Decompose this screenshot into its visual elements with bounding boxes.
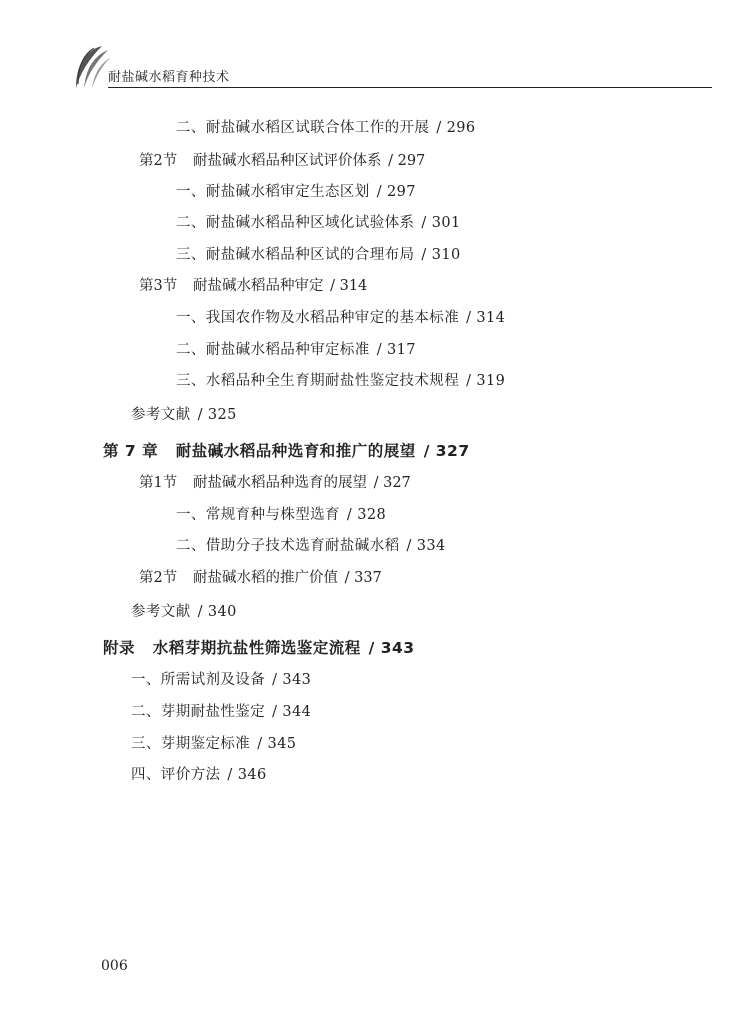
- toc-section-entry[interactable]: 第2节 耐盐碱水稻品种区试评价体系 / 297: [139, 153, 426, 169]
- toc-section-entry[interactable]: 第3节 耐盐碱水稻品种审定 / 314: [139, 278, 368, 294]
- toc-entry[interactable]: 三、水稻品种全生育期耐盐性鉴定技术规程 / 319: [176, 373, 506, 389]
- toc-entry[interactable]: 三、耐盐碱水稻品种区试的合理布局 / 310: [176, 247, 461, 263]
- toc-entry[interactable]: 二、耐盐碱水稻品种区域化试验体系 / 301: [176, 215, 461, 231]
- toc-entry[interactable]: 一、耐盐碱水稻审定生态区划 / 297: [176, 184, 416, 200]
- page-number: 006: [101, 958, 128, 974]
- toc-entry[interactable]: 四、评价方法 / 346: [131, 767, 267, 783]
- toc-entry[interactable]: 一、我国农作物及水稻品种审定的基本标准 / 314: [176, 310, 506, 326]
- toc-chapter-entry[interactable]: 第 7 章 耐盐碱水稻品种选育和推广的展望 / 327: [103, 442, 470, 460]
- toc-entry[interactable]: 一、所需试剂及设备 / 343: [131, 672, 312, 688]
- toc-entry[interactable]: 二、芽期耐盐性鉴定 / 344: [131, 704, 312, 720]
- header-title: 耐盐碱水稻育种技术: [108, 70, 230, 85]
- toc-entry[interactable]: 二、耐盐碱水稻品种审定标准 / 317: [176, 342, 416, 358]
- toc-section-entry[interactable]: 第1节 耐盐碱水稻品种选育的展望 / 327: [139, 475, 411, 491]
- toc-references-entry[interactable]: 参考文献 / 325: [131, 407, 237, 423]
- toc-appendix-entry[interactable]: 附录 水稻芽期抗盐性筛选鉴定流程 / 343: [103, 639, 415, 657]
- toc-entry[interactable]: 三、芽期鉴定标准 / 345: [131, 736, 297, 752]
- toc-section-entry[interactable]: 第2节 耐盐碱水稻的推广价值 / 337: [139, 570, 382, 586]
- toc-entry[interactable]: 二、借助分子技术选育耐盐碱水稻 / 334: [176, 538, 446, 554]
- toc-references-entry[interactable]: 参考文献 / 340: [131, 604, 237, 620]
- toc-entry[interactable]: 二、耐盐碱水稻区试联合体工作的开展 / 296: [176, 120, 476, 136]
- toc-entry[interactable]: 一、常规育种与株型选育 / 328: [176, 507, 387, 523]
